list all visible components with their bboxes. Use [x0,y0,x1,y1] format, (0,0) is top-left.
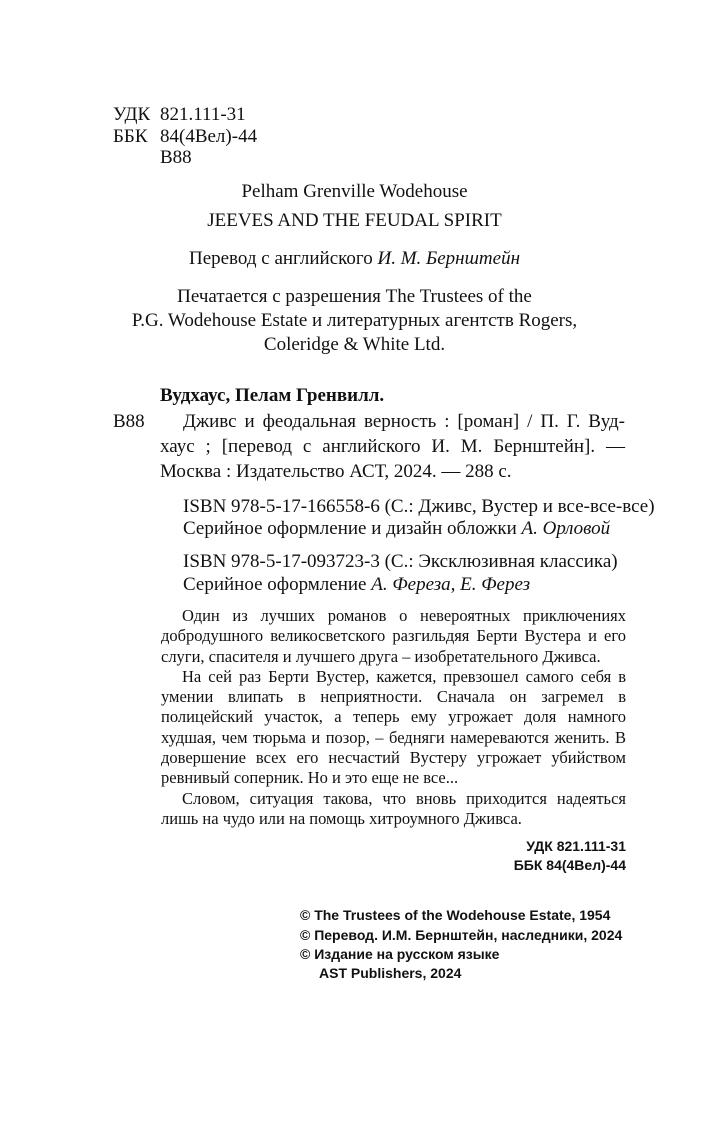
footer-udk: УДК 821.111-31 [526,838,626,854]
design-credit-1 [183,517,610,541]
isbn-2: ISBN 978-5-17-093723-3 (С.: Эксклюзивная классика) [183,551,618,572]
design-credit-1-prefix: Серийное оформление и дизайн обложки [183,518,517,539]
permission-line-3: Coleridge & White Ltd. [263,334,446,355]
biblio-line-3: Москва : Издательство АСТ, 2024. — 288 с. [160,461,512,482]
annotation [161,606,626,829]
design-credit-2-prefix: Серийное оформление [183,574,367,595]
udk-label: УДК [113,104,151,125]
biblio-mark: В88 [113,411,145,432]
copyright-line-3: © Издание на русском языке [300,946,500,962]
original-title: JEEVES AND THE FEUDAL SPIRIT [207,210,502,231]
bbk-label: ББК [113,126,148,147]
copyright-line-4: AST Publishers, 2024 [319,965,462,981]
isbn-1: ISBN 978-5-17-166558-6 (С.: Дживс, Вустер и все-все-все) [183,496,655,517]
translator-name: И. М. Бернштейн [377,248,521,269]
bbk-value: 84(4Вел)-44 [160,126,258,147]
annotation-paragraph-1: Один из лучших романов о невероятных приключениях добродушного великосветского разгильдяя Берти Вустера и его слуги, спасителя и лучшего друга – изобретательного Дживса. [161,606,626,666]
design-credit-2-name: А. Фереза, Е. Ферез [371,574,531,595]
annotation-paragraph-2: На сей раз Берти Вустер, кажется, превзошел самого себя в умении влипать в неприятности. Сначала он загремел в полицейский участок, а теперь ему угрожает доля намного худшая, чем тюрьма и позор, – бедняги намереваются женить. В довершение всех его несчастий Вустеру угрожает убийством ревнивый соперник. Но и это еще не все... [161,666,626,788]
design-credit-2 [183,573,530,597]
permission-line-1: Печатается с разрешения The Trustees of the [177,286,532,307]
original-author: Pelham Grenville Wodehouse [241,181,468,202]
permission-line-2: P.G. Wodehouse Estate и литературных агентств Rogers, [131,310,578,331]
translation-line [0,247,709,271]
biblio-line-1: Дживс и феодальная верность : [роман] / П. Г. Вуд- [183,411,625,432]
copyright-line-2: © Перевод. И.М. Бернштейн, наследники, 2024 [300,927,623,943]
biblio-line-2: хаус ; [перевод с английского И. М. Бернштейн]. — [160,436,625,457]
design-credit-1-name: А. Орловой [521,518,611,539]
annotation-paragraph-3: Словом, ситуация такова, что вновь приходится надеяться лишь на чудо или на помощь хитроумного Дживса. [161,788,626,828]
translation-prefix: Перевод с английского [188,248,373,269]
udk-value: 821.111-31 [160,104,246,125]
footer-bbk: ББК 84(4Вел)-44 [513,857,626,873]
author-mark: В88 [160,147,192,168]
biblio-heading: Вудхаус, Пелам Гренвилл. [160,385,385,406]
copyright-line-1: © The Trustees of the Wodehouse Estate, 1954 [300,907,611,923]
